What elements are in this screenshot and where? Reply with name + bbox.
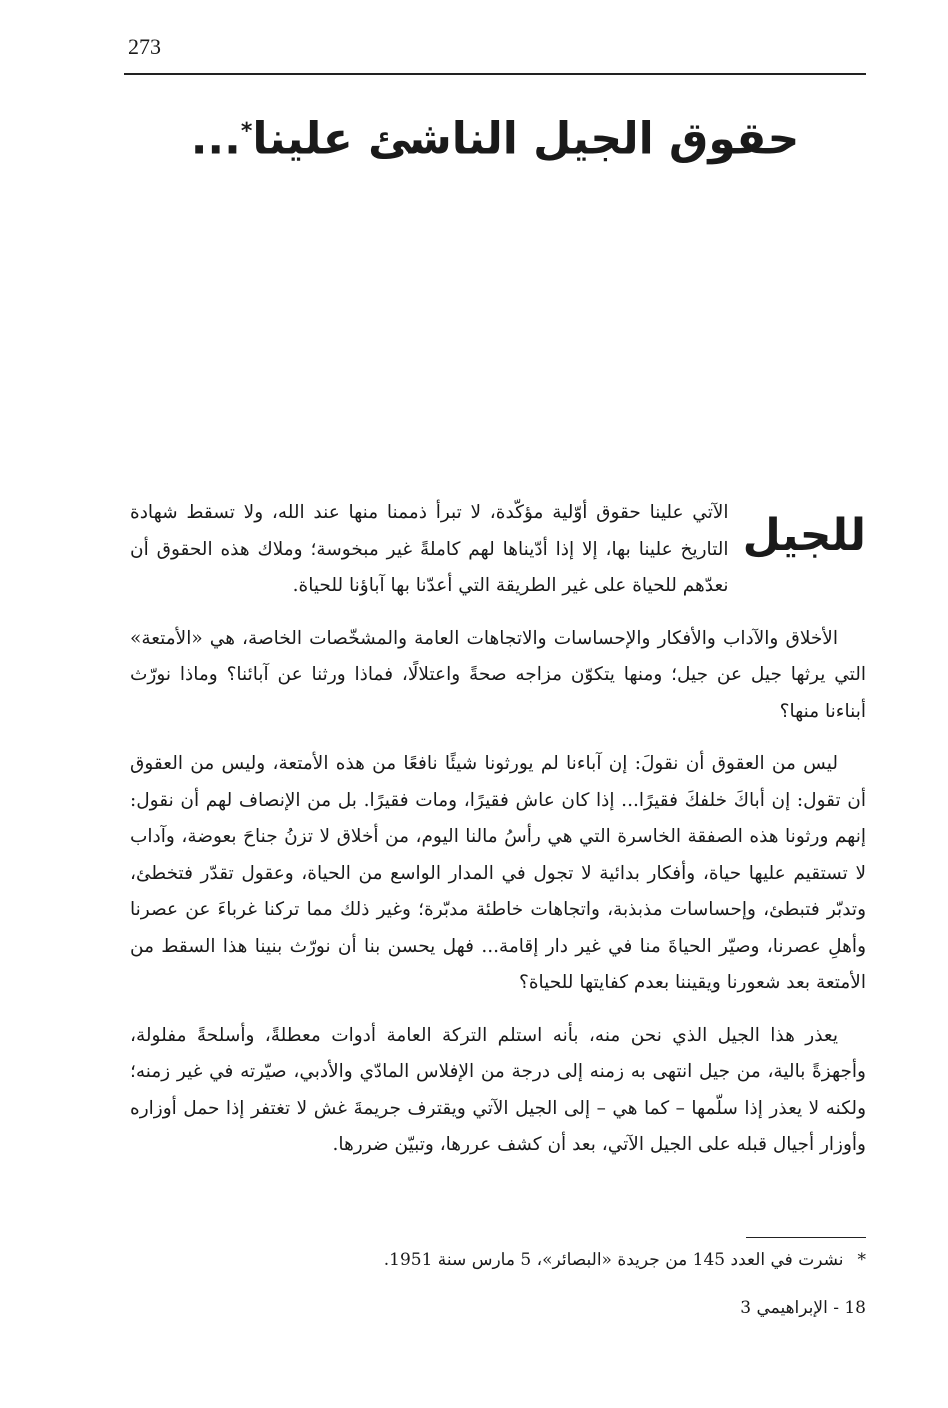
footnote — [130, 1244, 866, 1276]
header-rule — [124, 73, 866, 75]
title-ellipsis: ... — [190, 113, 241, 165]
signature-mark: 18 - الإبراهيمي 3 — [740, 1298, 866, 1318]
paragraph-2: الأخلاق والآداب والأفكار والإحساسات والاتجاهات العامة والمشخّصات الخاصة، هي «الأمتعة» التي يرثها جيل عن جيل؛ ومنها يتكوّن مزاجه صحةً واعتلالًا، فماذا ورثنا عن آبائنا؟ وماذا نورّث أبناءنا منها؟ — [130, 627, 866, 722]
title-text: حقوق الجيل الناشئ علينا — [252, 113, 800, 165]
footnote-rule — [746, 1237, 866, 1238]
drop-cap-word: للجيل — [742, 510, 866, 561]
page-title — [124, 102, 866, 170]
footnote-marker: * — [857, 1250, 866, 1270]
paragraph-1 — [130, 495, 866, 605]
page-number: 273 — [128, 34, 161, 59]
footnote-text: نشرت في العدد 145 من جريدة «البصائر»، 5 مارس سنة 1951. — [383, 1250, 844, 1270]
article-body — [130, 495, 866, 1180]
paragraph-3: ليس من العقوق أن نقولَ: إن آباءنا لم يورثونا شيئًا نافعًا من هذه الأمتعة، وليس من العقوق أن تقول: إن أباكَ خلفكَ فقيرًا... إذا كان عاش فقيرًا، ومات فقيرًا. بل من الإنصاف لهم أن نقول: إنهم ورثونا هذه الصفقة الخاسرة التي هي رأسُ مالنا اليوم، من أخلاق لا تزنُ جناحَ بعوضة، وآداب لا تستقيم عليها حياة، وأفكار بدائية لا تجول في المدار الواسع من الحياة، وعقول تقدّر فتخطئ، وتدبّر فتبطئ، وإحساسات مذبذبة، واتجاهات خاطئة مدبّرة؛ وغير ذلك مما تركنا غرباءَ عن عصرنا وأهلِ عصرنا، وصيّر الحياةَ منا في غير دار إقامة... فهل يحسن بنا أن نورّث بنينا هذا السقط من الأمتعة بعد شعورنا ويقيننا بعدم كفايتها للحياة؟ — [130, 753, 866, 993]
paragraph-4: يعذر هذا الجيل الذي نحن منه، بأنه استلم التركة العامة أدوات معطلةً، وأسلحةً مفلولة، وأجهزةً بالية، من جيل انتهى به زمنه إلى درجة من الإفلاس المادّي والأدبي، صيّرته في غير زمنه؛ ولكنه لا يعذر إذا سلّمها – كما هي – إلى الجيل الآتي ويقترف جريمةَ غش لا تغتفر إذا حمل أوزاره وأوزار أجيال قبله على الجيل الآتي، بعد أن كشف عررها، وتبيّن ضررها. — [130, 1024, 866, 1155]
paragraph-1-text: الآتي علينا حقوق أوّلية مؤكّدة، لا تبرأ ذممنا منها عند الله، ولا تسقط شهادة التاريخ علينا بها، إلا إذا أدّيناها لهم كاملةً غير مبخوسة؛ وملاك هذه الحقوق أن نعدّهم للحياة على غير الطريقة التي أعدّنا بها آباؤنا للحياة. — [130, 502, 729, 596]
title-footnote-marker: * — [240, 119, 253, 144]
